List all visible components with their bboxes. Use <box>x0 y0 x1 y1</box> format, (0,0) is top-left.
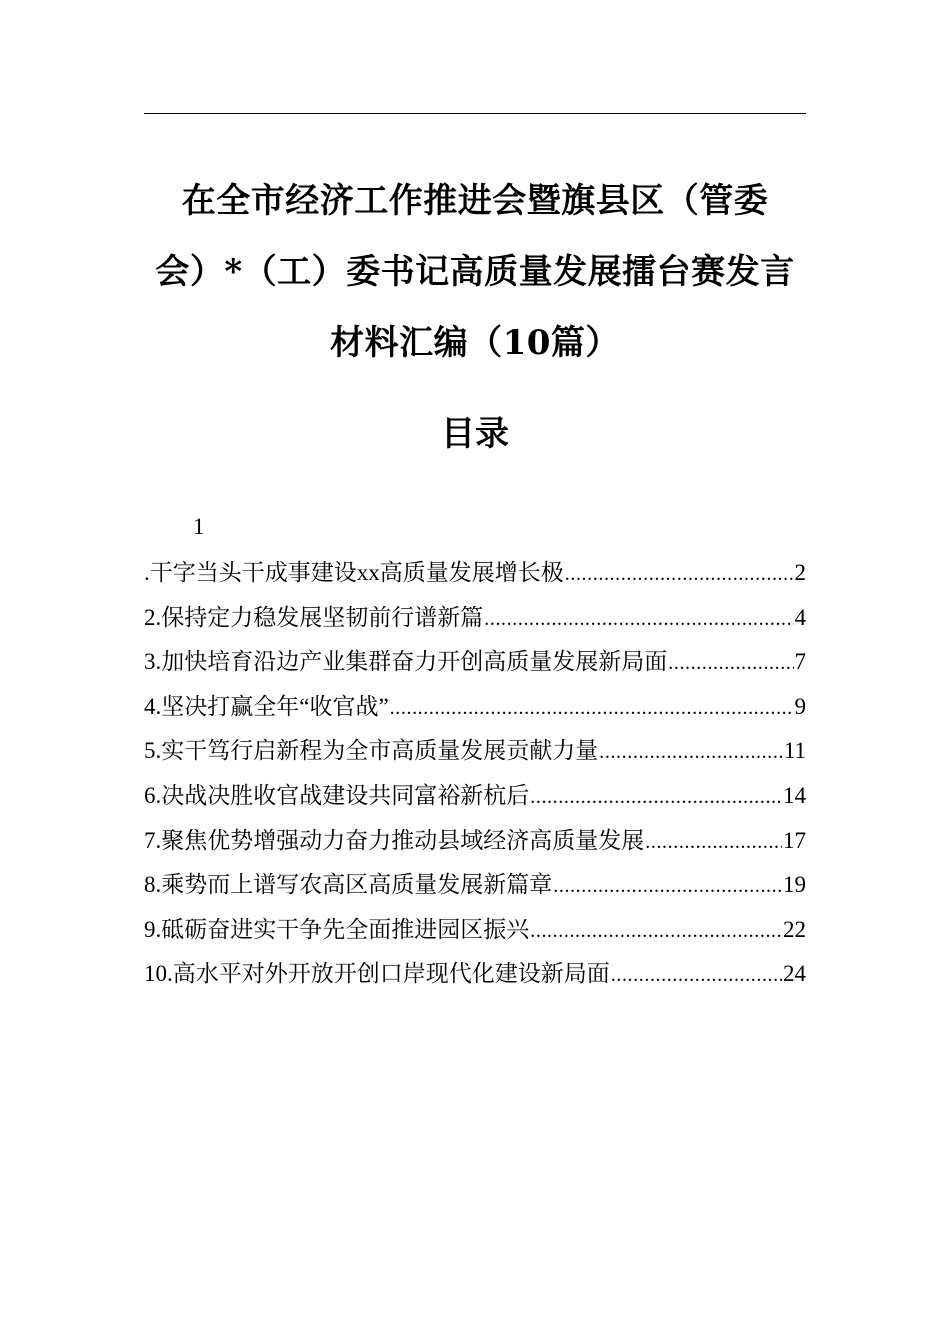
toc-entry-6[interactable] <box>144 778 806 823</box>
toc-entry-page: 7 <box>794 649 806 675</box>
toc-heading: 目录 <box>441 414 509 454</box>
toc-entry-2[interactable] <box>144 600 806 645</box>
table-of-contents <box>144 555 806 1001</box>
toc-dot-leader <box>530 913 782 949</box>
toc-stray-number: 1 <box>193 514 205 539</box>
toc-entry-page: 19 <box>783 872 806 898</box>
document-title-line-2: 会）*（工）委书记高质量发展擂台赛发言 <box>155 252 795 292</box>
toc-entry-9[interactable] <box>144 912 806 957</box>
toc-entry-label: 10.高水平对外开放开创口岸现代化建设新局面 <box>144 961 610 987</box>
toc-entry-page: 17 <box>783 827 806 853</box>
toc-entry-label: .干字当头干成事建设xx高质量发展增长极 <box>144 560 564 585</box>
document-title-line-1: 在全市经济工作推进会暨旗县区（管委 <box>181 181 769 221</box>
toc-entry-3[interactable] <box>144 644 806 689</box>
toc-entry-4[interactable] <box>144 689 806 734</box>
toc-entry-page: 2 <box>794 560 806 585</box>
toc-entry-page: 11 <box>783 738 806 764</box>
document-title-line-3: 材料汇编（10篇） <box>330 323 620 363</box>
toc-entry-page: 14 <box>783 782 806 808</box>
toc-entry-page: 4 <box>794 604 806 630</box>
toc-entry-10[interactable] <box>144 956 806 1001</box>
toc-entry-label: 5.实干笃行启新程为全市高质量发展贡献力量 <box>144 738 599 764</box>
toc-dot-leader <box>530 779 782 815</box>
toc-entry-label: 4.坚决打赢全年“收官战” <box>144 693 389 719</box>
toc-dot-leader <box>599 734 783 770</box>
toc-dot-leader <box>553 868 782 904</box>
toc-entry-page: 24 <box>783 961 806 987</box>
toc-dot-leader <box>668 645 793 681</box>
toc-dot-leader <box>484 601 793 637</box>
toc-entry-page: 9 <box>794 693 806 719</box>
toc-dot-leader <box>565 556 794 592</box>
toc-entry-7[interactable] <box>144 823 806 868</box>
document-title <box>130 166 820 379</box>
toc-dot-leader <box>645 824 782 860</box>
toc-dot-leader <box>390 690 794 726</box>
toc-entry-label: 7.聚焦优势增强动力奋力推动县域经济高质量发展 <box>144 827 645 853</box>
toc-entry-label: 9.砥砺奋进实干争先全面推进园区振兴 <box>144 916 530 942</box>
toc-entry-label: 3.加快培育沿边产业集群奋力开创高质量发展新局面 <box>144 649 668 675</box>
toc-dot-leader <box>611 957 782 993</box>
toc-entry-label: 6.决战决胜收官战建设共同富裕新杭后 <box>144 782 530 808</box>
toc-entry-1[interactable] <box>144 555 806 600</box>
toc-entry-5[interactable] <box>144 733 806 778</box>
toc-entry-page: 22 <box>783 916 806 942</box>
toc-entry-8[interactable] <box>144 867 806 912</box>
header-rule <box>144 113 806 114</box>
toc-entry-label: 2.保持定力稳发展坚韧前行谱新篇 <box>144 604 484 630</box>
toc-entry-label: 8.乘势而上谱写农高区高质量发展新篇章 <box>144 872 553 898</box>
